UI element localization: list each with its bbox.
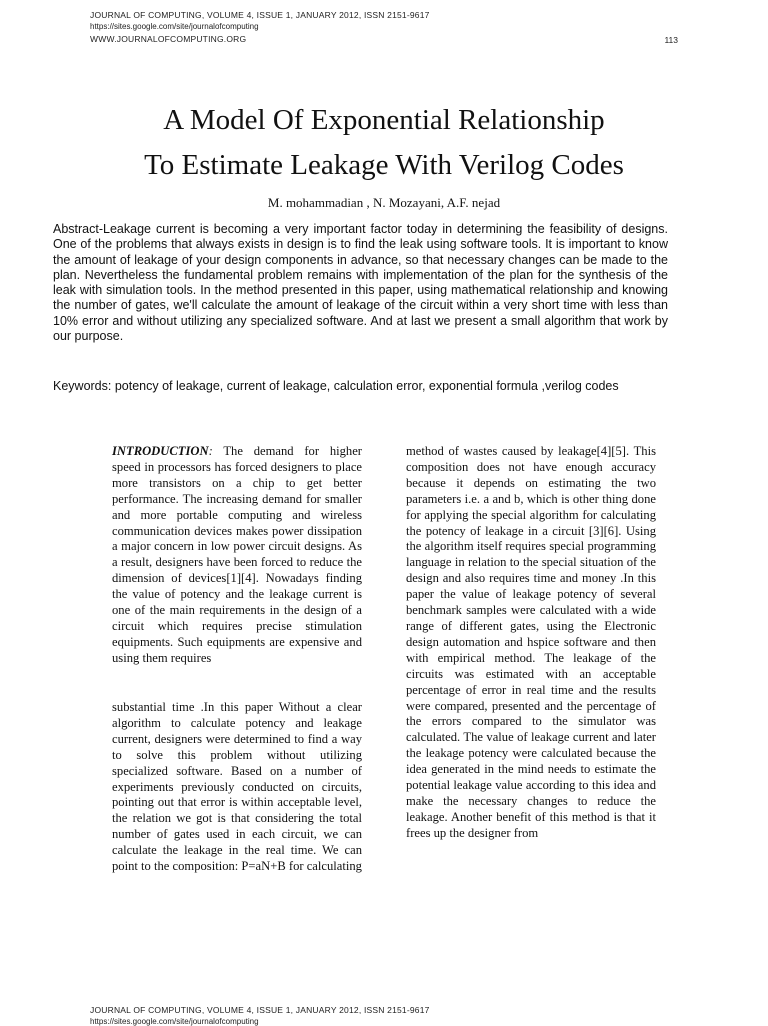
page-number: 113: [664, 35, 678, 45]
introduction-text: The demand for higher speed in processors has forced designers to place more transistors on a chip to get better performance. The increasing demand for smaller and more portable computing and wireless communication devices makes power dissipation a major concern in low power circuit designs. As a result, designers have been forced to reduce the dimension of devices[1][4]. Nowadays finding the value of potency and the leakage current is one of the main requirements in the design of a circuit which requires precise stimulation equipments. Such equipments are expensive and using them requires: [112, 444, 362, 665]
journal-header-line: JOURNAL OF COMPUTING, VOLUME 4, ISSUE 1, JANUARY 2012, ISSN 2151-9617: [90, 10, 430, 20]
footer-journal-line: JOURNAL OF COMPUTING, VOLUME 4, ISSUE 1, JANUARY 2012, ISSN 2151-9617: [90, 1005, 430, 1015]
paper-title-line-1: A Model Of Exponential Relationship: [163, 104, 605, 136]
introduction-heading: INTRODUCTION: [112, 444, 209, 458]
left-column-paragraph-1: [112, 444, 362, 667]
right-column-paragraph: method of wastes caused by leakage[4][5]. This composition does not have enough accuracy because it depends on estimating the two parameters i.e. a and b, which is other thing done for applying the special algorithm for calculating the potency of leakage in a circuit [3][6]. Using the algorithm itself requires special programming language in relation to the special situation of the design and also requires time and money .In this paper the value of leakage potency of several benchmark samples were calculated with a wide range of different gates, using the Electronic design automation and hspice software and then with empirical method. The leakage of the circuits was estimated with an acceptable percentage of error in real time and the results were compared, presented and the percentage of the errors compared to the simulator was calculated. The value of leakage current and later the leakage potency were calculated because the idea generated in the mind needs to estimate the potential leakage value according to this idea and make the necessary changes to reduce the leakage. Another benefit of this method is that it frees up the designer from: [406, 444, 656, 840]
footer-url-line[interactable]: https://sites.google.com/site/journalofcomputing: [90, 1017, 259, 1026]
paper-title-line-2: To Estimate Leakage With Verilog Codes: [144, 149, 624, 181]
journal-url-line[interactable]: https://sites.google.com/site/journalofcomputing: [90, 22, 259, 31]
abstract-paragraph: Abstract-Leakage current is becoming a very important factor today in determining the feasibility of designs. One of the problems that always exists in design is to find the leak using software tools. It is important to know the amount of leakage of your design components in advance, so that necessary changes can be made to the plan. Nevertheless the fundamental problem remains with implementation of the plan for the synthesis of the leak with simulation tools. In the method presented in this paper, using mathematical relationship and knowing the number of gates, we'll calculate the amount of leakage of the circuit within a very short time with less than 10% error and without utilizing any specialized software. And at last we present a small algorithm that work by our purpose.: [53, 222, 668, 344]
introduction-colon: :: [208, 444, 213, 458]
keywords-paragraph: Keywords: potency of leakage, current of leakage, calculation error, exponential formula ,verilog codes: [53, 379, 619, 393]
journal-site-line[interactable]: WWW.JOURNALOFCOMPUTING.ORG: [90, 34, 247, 44]
left-column-paragraph-2: substantial time .In this paper Without a clear algorithm to calculate potency and leakage current, designers were determined to find a way to solve this problem without utilizing specialized software. Based on a number of experiments previously conducted on circuits, pointing out that error is within acceptable level, the relation we got is that considering the total number of gates used in each circuit, we can calculate the leakage in the real time. We can point to the composition: P=aN+B for calculating: [112, 700, 362, 874]
author-list: M. mohammadian , N. Mozayani, A.F. nejad: [267, 195, 501, 210]
